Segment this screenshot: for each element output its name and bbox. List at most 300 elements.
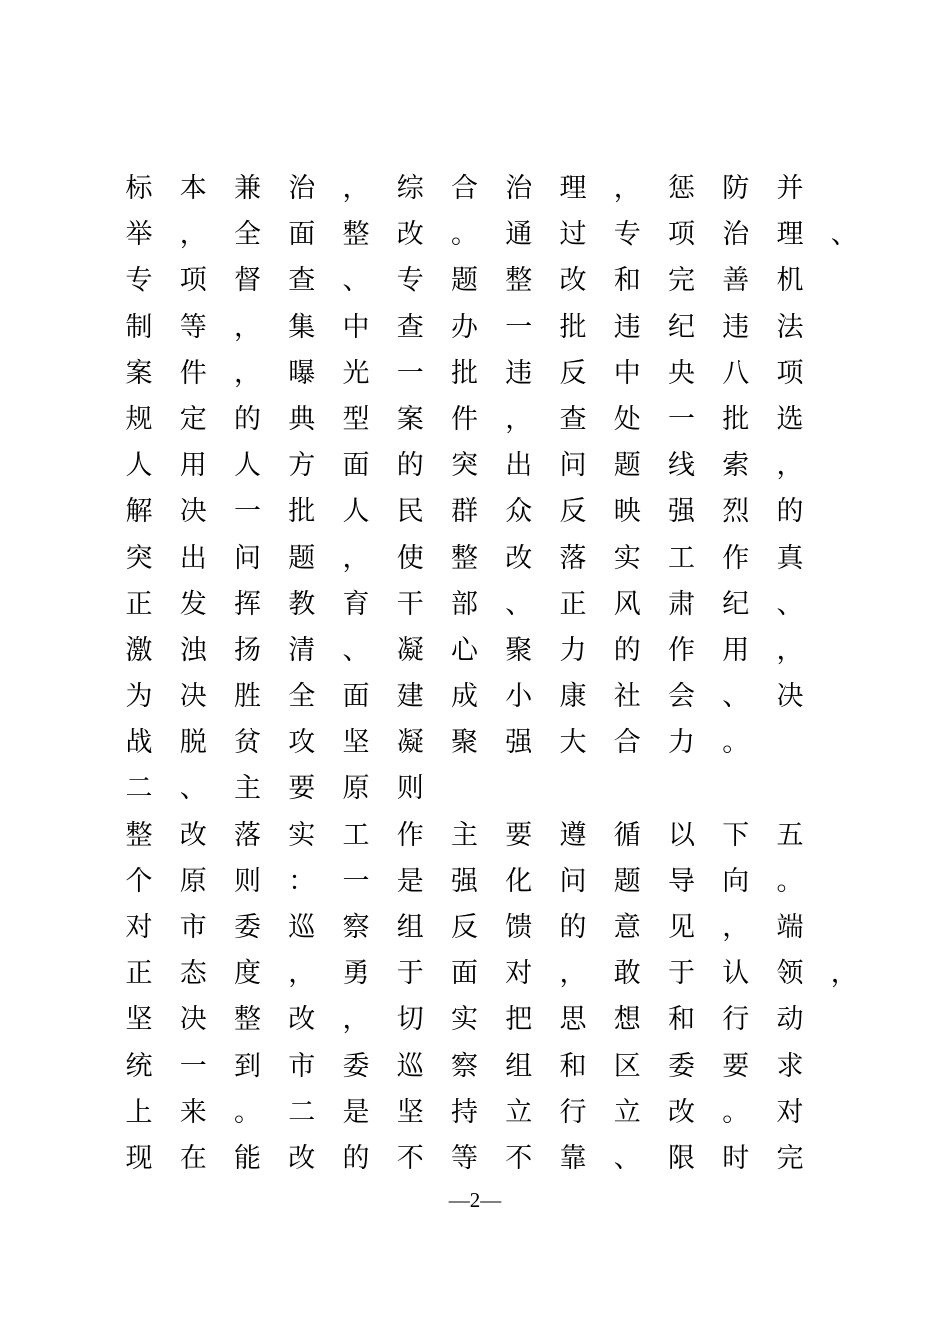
page-number: —2— (448, 1188, 502, 1212)
text-char: 察 (451, 1050, 478, 1082)
text-char: 、 (722, 681, 750, 713)
text-char: 作 (668, 634, 695, 666)
text-char: 八 (722, 357, 750, 389)
text-char: 合 (613, 727, 641, 759)
text-char: 作 (722, 542, 750, 574)
text-char: 件 (451, 403, 478, 435)
text-char: 度 (234, 958, 261, 990)
text-char: 强 (505, 727, 533, 759)
text-char: 化 (505, 865, 533, 897)
text-char: 于 (396, 958, 424, 990)
text-char: 不 (505, 1142, 533, 1174)
text-char: 众 (505, 496, 533, 528)
text-char: 成 (451, 681, 478, 713)
text-char: 统 (125, 1050, 153, 1082)
text-char: 治 (505, 173, 533, 204)
text-char: 映 (613, 496, 641, 528)
text-char: 防 (722, 173, 750, 204)
text-char: 市 (179, 912, 207, 943)
text-char: 。 (451, 219, 478, 251)
text-char: 的 (396, 450, 424, 482)
text-char: 实 (451, 1004, 478, 1036)
text-char: 切 (396, 1004, 424, 1036)
text-char: 型 (342, 403, 370, 435)
text-char: 胜 (234, 681, 261, 713)
text-char: 时 (722, 1142, 750, 1174)
text-char: 激 (125, 634, 153, 666)
text-char: 突 (125, 542, 153, 574)
text-line (124, 1136, 884, 1182)
text-char: 限 (668, 1142, 695, 1174)
text-char: 题 (451, 265, 478, 297)
text-char: 个 (125, 865, 153, 897)
text-char: ， (342, 1004, 370, 1036)
text-char: 制 (125, 311, 153, 343)
text-char: 方 (288, 450, 316, 482)
text-line (124, 166, 884, 212)
text-char: 建 (396, 681, 424, 713)
text-char: 整 (342, 219, 370, 251)
text-char: 烈 (722, 496, 750, 528)
text-char: 能 (234, 1142, 261, 1174)
text-char: 真 (776, 542, 804, 574)
text-char: ， (234, 311, 261, 343)
text-char: 面 (451, 958, 478, 990)
text-char: 央 (668, 357, 695, 389)
text-char: 肃 (668, 588, 695, 620)
text-char: 二 (288, 1096, 316, 1128)
text-char: 等 (179, 311, 207, 343)
text-char: 善 (722, 265, 750, 297)
text-char: 改 (288, 1142, 316, 1174)
text-char: 查 (559, 403, 587, 435)
text-char: 想 (613, 1004, 641, 1036)
text-char: 凝 (396, 634, 424, 666)
text-char: 主 (451, 819, 478, 851)
text-char: 批 (559, 311, 587, 343)
text-char: 的 (776, 496, 804, 528)
text-char: 民 (396, 496, 424, 528)
text-char: 向 (722, 865, 750, 897)
text-char: 贫 (234, 727, 261, 759)
text-char: 聚 (505, 634, 533, 666)
text-char: 处 (613, 403, 641, 435)
text-char: ， (776, 634, 804, 666)
text-char: 清 (288, 634, 316, 666)
text-char: 立 (613, 1096, 641, 1128)
text-char: 工 (668, 542, 695, 574)
text-char: 兼 (234, 173, 261, 204)
text-line (124, 258, 884, 304)
text-char: 治 (722, 219, 750, 251)
text-char: 领 (776, 958, 804, 990)
text-char: 导 (668, 865, 695, 897)
text-char: 二 (125, 773, 153, 805)
text-char: 出 (505, 450, 533, 482)
section-heading (124, 766, 884, 812)
text-char: 、 (505, 588, 533, 620)
text-char: 群 (451, 496, 478, 528)
text-char: 靠 (559, 1142, 587, 1174)
text-char: 区 (613, 1050, 641, 1082)
text-char: 对 (125, 912, 153, 943)
text-line (124, 997, 884, 1043)
text-char: 干 (396, 588, 424, 620)
text-char: 完 (668, 265, 695, 297)
text-char: 巡 (288, 912, 316, 943)
text-char: 本 (179, 173, 207, 204)
text-char: 现 (125, 1142, 153, 1174)
text-char: 的 (342, 1142, 370, 1174)
text-char: 会 (668, 681, 695, 713)
text-char: 行 (559, 1096, 587, 1128)
text-char: 认 (722, 958, 750, 990)
text-char: 曝 (288, 357, 316, 389)
text-char: 落 (234, 819, 261, 851)
text-char: 索 (722, 450, 750, 482)
text-char: 用 (179, 450, 207, 482)
text-char: 要 (505, 819, 533, 851)
text-char: 小 (505, 681, 533, 713)
text-char: ， (342, 173, 370, 204)
text-char: 通 (505, 219, 533, 251)
text-char: 实 (613, 542, 641, 574)
text-char: 攻 (288, 727, 316, 759)
text-char: 使 (396, 542, 424, 574)
text-char: 规 (125, 403, 153, 435)
text-char: 组 (505, 1050, 533, 1082)
text-char: 动 (776, 1004, 804, 1036)
text-char: 为 (125, 681, 153, 713)
text-char: 原 (342, 773, 370, 805)
text-char: 以 (668, 819, 695, 851)
text-char: 部 (451, 588, 478, 620)
text-char: 委 (342, 1050, 370, 1082)
text-char: ： (288, 865, 316, 897)
text-char: 案 (396, 403, 424, 435)
text-char: 组 (396, 912, 424, 943)
text-char: 一 (668, 403, 695, 435)
text-char: 专 (396, 265, 424, 297)
text-char: 坚 (396, 1096, 424, 1128)
text-char: 坚 (125, 1004, 153, 1036)
text-char: 凝 (396, 727, 424, 759)
text-char: 决 (179, 1004, 207, 1036)
text-char: 违 (722, 311, 750, 343)
text-line (124, 489, 884, 535)
text-char: 专 (613, 219, 641, 251)
text-char: 浊 (179, 634, 207, 666)
text-line (124, 582, 884, 628)
text-char: 理 (559, 173, 587, 204)
text-char: 落 (559, 542, 587, 574)
text-char: 过 (559, 219, 587, 251)
text-char: 专 (125, 265, 153, 297)
text-char: 线 (668, 450, 695, 482)
text-char: 一 (342, 865, 370, 897)
text-char: 决 (179, 681, 207, 713)
text-line (124, 305, 884, 351)
text-char: 、 (179, 773, 207, 805)
text-char: 批 (288, 496, 316, 528)
text-char: 和 (559, 1050, 587, 1082)
text-char: 正 (125, 958, 153, 990)
text-char: 正 (559, 588, 587, 620)
text-char: 批 (722, 403, 750, 435)
text-char: 决 (179, 496, 207, 528)
text-char: 馈 (505, 912, 533, 943)
text-line (124, 859, 884, 905)
text-char: 持 (451, 1096, 478, 1128)
text-line (124, 905, 884, 951)
text-char: 解 (125, 496, 153, 528)
text-char: 的 (234, 403, 261, 435)
text-line (124, 536, 884, 582)
text-char: 市 (288, 1050, 316, 1082)
text-char: 违 (613, 311, 641, 343)
text-line (124, 212, 884, 258)
text-char: 立 (505, 1096, 533, 1128)
text-char: 举 (125, 219, 153, 251)
text-char: 扬 (234, 634, 261, 666)
text-char: 育 (342, 588, 370, 620)
text-char: 整 (125, 819, 153, 851)
text-char: 合 (451, 173, 478, 204)
text-char: 面 (288, 219, 316, 251)
text-char: ， (288, 958, 316, 990)
text-char: 一 (396, 357, 424, 389)
text-char: ， (342, 542, 370, 574)
text-char: 下 (722, 819, 750, 851)
text-char: ， (613, 173, 641, 204)
text-char: 意 (613, 912, 641, 943)
text-char: 决 (776, 681, 804, 713)
text-char: 挥 (234, 588, 261, 620)
text-char: 完 (776, 1142, 804, 1174)
text-char: 强 (668, 496, 695, 528)
text-char: 循 (613, 819, 641, 851)
text-char: 正 (125, 588, 153, 620)
text-char: 全 (234, 219, 261, 251)
text-char: 典 (288, 403, 316, 435)
text-char: 巡 (396, 1050, 424, 1082)
text-char: ， (830, 958, 858, 990)
text-line (124, 720, 884, 766)
text-char: 工 (342, 819, 370, 851)
text-char: 批 (451, 357, 478, 389)
text-char: 行 (722, 1004, 750, 1036)
text-char: 改 (668, 1096, 695, 1128)
text-char: 整 (451, 542, 478, 574)
text-char: 要 (288, 773, 316, 805)
text-char: 反 (559, 357, 587, 389)
text-char: 案 (125, 357, 153, 389)
text-char: 定 (179, 403, 207, 435)
text-char: 面 (342, 450, 370, 482)
text-char: 一 (505, 311, 533, 343)
text-char: 强 (451, 865, 478, 897)
text-char: 。 (722, 1096, 750, 1128)
text-char: 改 (505, 542, 533, 574)
text-char: ， (505, 403, 533, 435)
text-char: 发 (179, 588, 207, 620)
text-char: 问 (559, 450, 587, 482)
text-char: 标 (125, 173, 153, 204)
body-text (124, 166, 884, 1182)
text-char: 反 (559, 496, 587, 528)
text-char: 是 (342, 1096, 370, 1128)
text-char: 反 (451, 912, 478, 943)
text-char: 作 (396, 819, 424, 851)
text-char: 人 (125, 450, 153, 482)
text-char: 题 (613, 865, 641, 897)
text-char: 委 (668, 1050, 695, 1082)
text-char: 改 (179, 819, 207, 851)
text-char: 面 (342, 681, 370, 713)
text-char: 主 (234, 773, 261, 805)
text-char: 选 (776, 403, 804, 435)
text-char: 把 (505, 1004, 533, 1036)
text-line (124, 397, 884, 443)
text-char: 和 (613, 265, 641, 297)
text-char: 遵 (559, 819, 587, 851)
text-char: 力 (668, 727, 695, 759)
text-char: 等 (451, 1142, 478, 1174)
text-char: 改 (559, 265, 587, 297)
text-char: 端 (776, 912, 804, 943)
text-char: 整 (505, 265, 533, 297)
text-char: 问 (234, 542, 261, 574)
text-line (124, 351, 884, 397)
text-char: 委 (234, 912, 261, 943)
text-char: 风 (613, 588, 641, 620)
text-char: 实 (288, 819, 316, 851)
text-char: 件 (179, 357, 207, 389)
text-char: 、 (613, 1142, 641, 1174)
text-char: 一 (179, 1050, 207, 1082)
text-char: 在 (179, 1142, 207, 1174)
text-char: 项 (776, 357, 804, 389)
text-char: 改 (288, 1004, 316, 1036)
text-char: 思 (559, 1004, 587, 1036)
text-char: 、 (830, 219, 858, 251)
text-char: 坚 (342, 727, 370, 759)
text-line (124, 1044, 884, 1090)
text-line (124, 1090, 884, 1136)
text-char: 是 (396, 865, 424, 897)
text-char: ， (234, 357, 261, 389)
text-char: 对 (505, 958, 533, 990)
text-char: 不 (396, 1142, 424, 1174)
text-char: 用 (722, 634, 750, 666)
text-char: 突 (451, 450, 478, 482)
text-line (124, 628, 884, 674)
text-line (124, 951, 884, 997)
text-char: 察 (342, 912, 370, 943)
text-char: 中 (342, 311, 370, 343)
text-char: 查 (396, 311, 424, 343)
text-char: 题 (613, 450, 641, 482)
text-char: 查 (288, 265, 316, 297)
text-line (124, 674, 884, 720)
text-char: 大 (559, 727, 587, 759)
text-char: 、 (342, 634, 370, 666)
text-char: 改 (396, 219, 424, 251)
text-line (124, 443, 884, 489)
text-line (124, 813, 884, 859)
text-char: 治 (288, 173, 316, 204)
text-char: 勇 (342, 958, 370, 990)
text-char: 要 (722, 1050, 750, 1082)
text-char: 中 (613, 357, 641, 389)
text-char: 原 (179, 865, 207, 897)
text-char: 上 (125, 1096, 153, 1128)
text-char: 力 (559, 634, 587, 666)
text-char: 问 (559, 865, 587, 897)
text-char: 全 (288, 681, 316, 713)
text-char: 来 (179, 1096, 207, 1128)
text-char: 、 (342, 265, 370, 297)
text-char: 。 (776, 865, 804, 897)
text-char: 、 (776, 588, 804, 620)
text-char: ， (179, 219, 207, 251)
text-char: ， (776, 450, 804, 482)
text-char: 聚 (451, 727, 478, 759)
text-char: 整 (234, 1004, 261, 1036)
text-char: 康 (559, 681, 587, 713)
text-char: 惩 (668, 173, 695, 204)
text-char: 敢 (613, 958, 641, 990)
text-char: 五 (776, 819, 804, 851)
text-char: 项 (668, 219, 695, 251)
text-char: 并 (776, 173, 804, 204)
text-char: 集 (288, 311, 316, 343)
text-char: 法 (776, 311, 804, 343)
text-char: 一 (234, 496, 261, 528)
text-char: 态 (179, 958, 207, 990)
text-char: 人 (234, 450, 261, 482)
text-char: 督 (234, 265, 261, 297)
text-char: 和 (668, 1004, 695, 1036)
text-char: 社 (613, 681, 641, 713)
text-char: 机 (776, 265, 804, 297)
text-char: ， (559, 958, 587, 990)
text-char: ， (722, 912, 750, 943)
text-char: 纪 (668, 311, 695, 343)
text-char: 办 (451, 311, 478, 343)
text-char: 理 (776, 219, 804, 251)
text-char: 见 (668, 912, 695, 943)
text-char: 的 (559, 912, 587, 943)
text-char: 则 (234, 865, 261, 897)
text-char: 脱 (179, 727, 207, 759)
text-char: 出 (179, 542, 207, 574)
text-char: 光 (342, 357, 370, 389)
text-char: 项 (179, 265, 207, 297)
text-char: 综 (396, 173, 424, 204)
text-char: 。 (722, 727, 750, 759)
text-char: 心 (451, 634, 478, 666)
text-char: 纪 (722, 588, 750, 620)
text-char: 违 (505, 357, 533, 389)
text-char: 于 (668, 958, 695, 990)
text-char: 对 (776, 1096, 804, 1128)
text-char: 求 (776, 1050, 804, 1082)
text-char: 。 (234, 1096, 261, 1128)
text-char: 教 (288, 588, 316, 620)
text-char: 的 (613, 634, 641, 666)
text-char: 到 (234, 1050, 261, 1082)
